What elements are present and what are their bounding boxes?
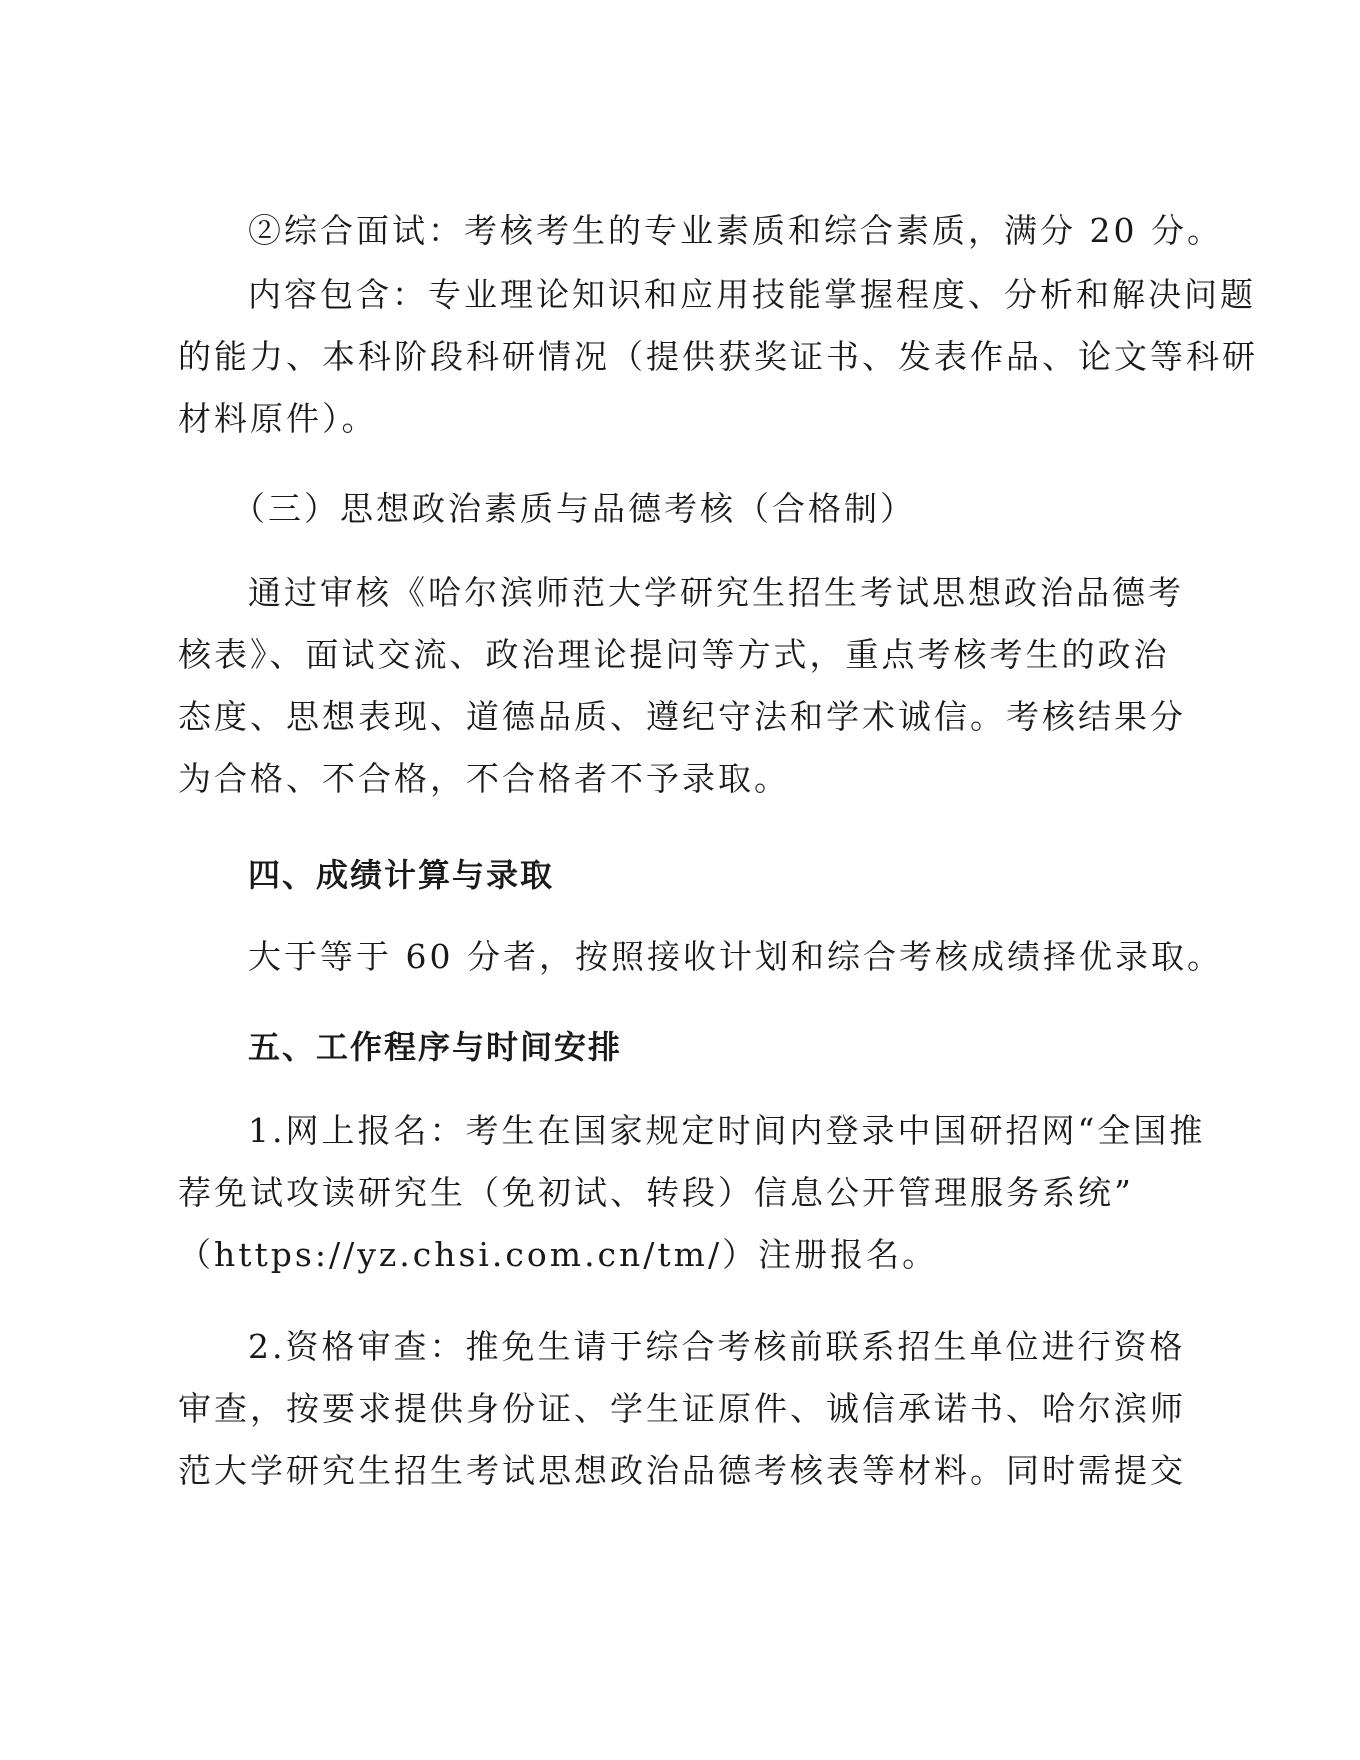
step1-paragraph: [178, 1100, 1206, 1286]
section5-title: 五、工作程序与时间安排: [248, 1028, 623, 1066]
step2-paragraph: [178, 1316, 1186, 1502]
text-line: 材料原件）。: [178, 399, 378, 438]
text-line: 的能力、本科阶段科研情况（提供获奖证书、发表作品、论文等科研: [178, 337, 1258, 376]
section3-title: （三）思想政治素质与品德考核（合格制）: [232, 489, 916, 528]
text-line: 内容包含：专业理论知识和应用技能掌握程度、分析和解决问题: [248, 275, 1256, 314]
text-line: 通过审核《哈尔滨师范大学研究生招生考试思想政治品德考: [248, 573, 1184, 612]
text-line: 审查，按要求提供身份证、学生证原件、诚信承诺书、哈尔滨师: [178, 1389, 1186, 1428]
text-line: （https://yz.chsi.com.cn/tm/）注册报名。: [178, 1235, 939, 1274]
text-line: 态度、思想表现、道德品质、遵纪守法和学术诚信。考核结果分: [178, 697, 1186, 736]
text-line: 1.网上报名：考生在国家规定时间内登录中国研招网“全国推: [248, 1111, 1206, 1150]
text-line: 2.资格审查：推免生请于综合考核前联系招生单位进行资格: [248, 1327, 1186, 1366]
text-line: 荐免试攻读研究生（免初试、转段）信息公开管理服务系统”: [178, 1173, 1134, 1212]
section4-body: 大于等于 60 分者，按照接收计划和综合考核成绩择优录取。: [248, 937, 1223, 976]
section4-title: 四、成绩计算与录取: [248, 856, 555, 894]
content-paragraph: [178, 264, 1258, 450]
text-line: 范大学研究生招生考试思想政治品德考核表等材料。同时需提交: [178, 1451, 1186, 1490]
interview-paragraph: [178, 200, 1248, 262]
text-line: 核表》、面试交流、政治理论提问等方式，重点考核考生的政治: [178, 635, 1170, 674]
text-line: 为合格、不合格，不合格者不予录取。: [178, 759, 790, 798]
text-line: ②综合面试：考核考生的专业素质和综合素质，满分 20 分。: [248, 211, 1223, 250]
section3-body: [178, 562, 1186, 810]
